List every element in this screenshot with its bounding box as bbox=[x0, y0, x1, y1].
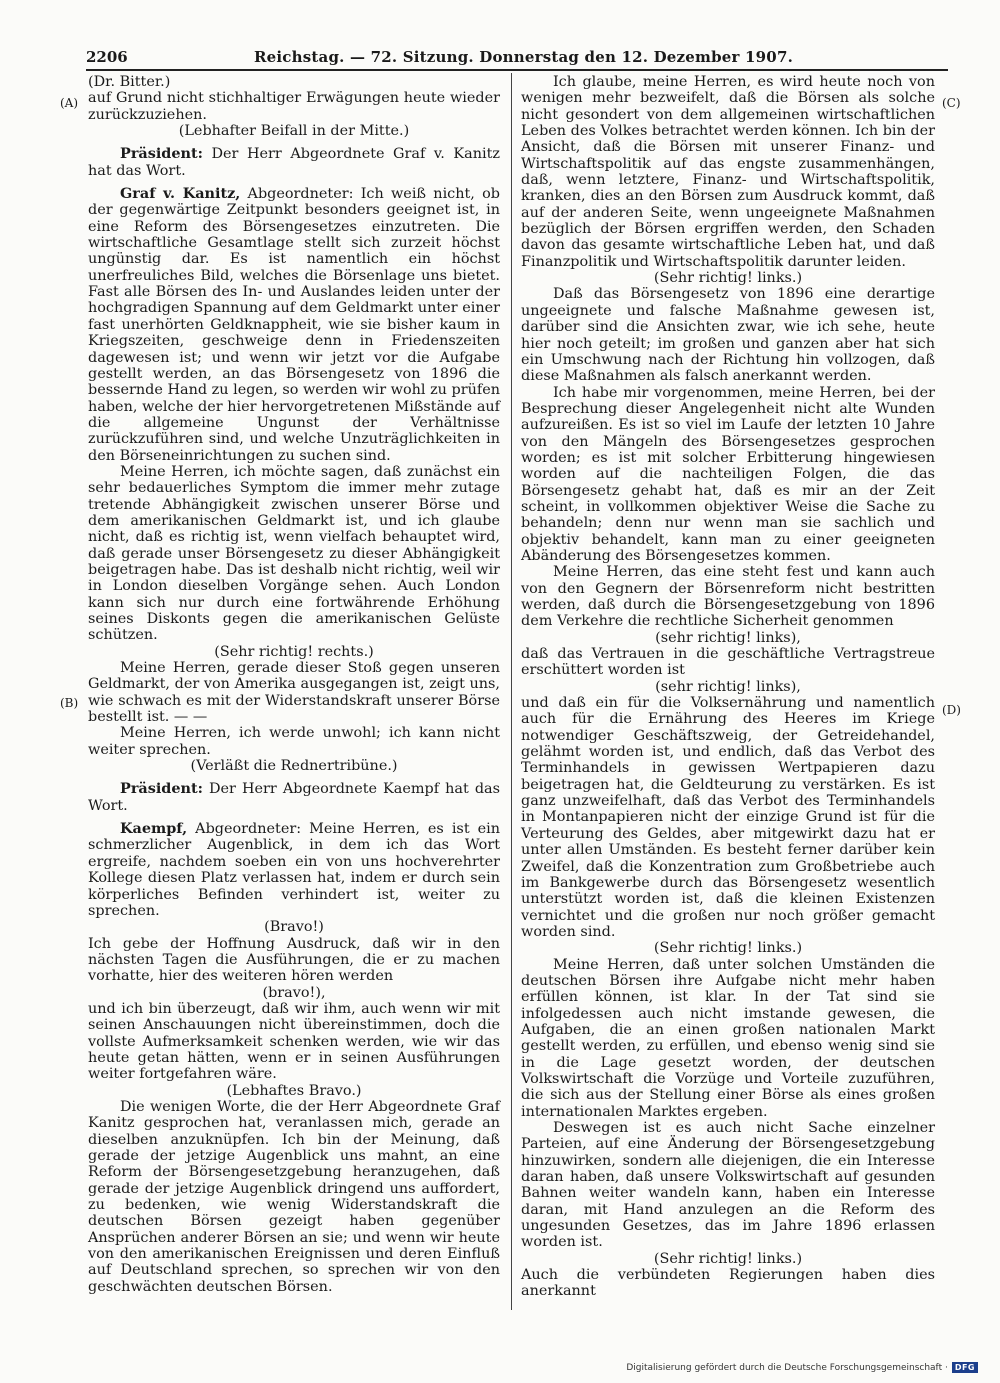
paragraph-text: Abgeordneter: Ich weiß nicht, ob der gegenwärtige Zeitpunkt besonders geeignet ist, in eine Reform des Börsengesetzes einzutreten. Die wirtschaftliche Gesamtlage stellt sich zurzeit höchst ungünstig dar. Es ist namentlich ein höchst unerfreuliches Bild, welches die Börsenlage uns bietet. Fast alle Börsen des In- und Auslandes leiden unter der hochgradigen Spannung auf dem Geldmarkt unter einer fast unerhörten Geldknappheit, wie sie bisher kaum in Kriegszeiten, geschweige denn in Friedenszeiten dagewesen ist; und wenn wir jetzt vor die Aufgabe gestellt werden, an das Börsengesetz von 1896 die bessernde Hand zu legen, so werden wir wohl zu prüfen haben, welche der hier hervorgetretenen Mißstände auf die allgemeine Ungunst der Verhältnisse zurückzuführen sind, und welche Unzuträglichkeiten in den Börseneinrichtungen zu suchen sind. bbox=[88, 186, 500, 464]
header-rule bbox=[86, 69, 948, 71]
paragraph: und ich bin überzeugt, daß wir ihm, auch wenn wir mit seinen Anschauungen nicht übereinstimmen, doch die vollste Aufmerksamkeit schenken werden, wie wir das heute getan hätten, wenn er in seinen Ausführungen weiter fortgefahren wäre. bbox=[88, 1000, 500, 1083]
credit-text: Digitalisierung gefördert durch die Deutsche Forschungsgemeinschaft · bbox=[626, 1362, 948, 1373]
paragraph: Ich habe mir vorgenommen, meine Herren, bei der Besprechung dieser Angelegenheit nicht alte Wunden aufzureißen. Es ist so viel im Laufe der letzten 10 Jahre von den Mängeln des Börsengesetzes gesprochen worden; es ist mit solcher Erbitterung hingewiesen worden auf die nachteiligen Folgen, die das Börsengesetz gehabt hat, daß es mir an der Zeit scheint, in vollkommen objektiver Weise die Sache zu behandeln; denn nur wenn man sie sachlich und objektiv behandelt, kann man zu einer geeigneten Abänderung des Börsengesetzes kommen. bbox=[521, 384, 935, 564]
interjection: (Verläßt die Rednertribüne.) bbox=[190, 758, 398, 775]
margin-marker-d: (D) bbox=[942, 703, 961, 717]
interjection: (Sehr richtig! links.) bbox=[653, 270, 803, 287]
header-title: Reichstag. — 72. Sitzung. Donnerstag den 12. Dezember 1907. bbox=[254, 48, 793, 66]
paragraph: und daß ein für die Volksernährung und namentlich auch für die Ernährung des Heeres im Kriege notwendiger Geschäftszweig, der Getreidehandel, gelähmt worden ist, und endlich, daß das Verbot des Terminhandels in gewissen Wertpapieren dazu beigetragen hat, die Geldteurung zu verstärken. Es ist ganz unzweifelhaft, daß das Verbot des Terminhandels in Montanpapieren nicht der einzige Grund ist für die Verteurung des Geldes, aber mitgewirkt dazu hat er unter allen Umständen. Es besteht ferner darüber kein Zweifel, daß die Konzentration zum Großbetriebe auch im Bankgewerbe durch das Börsengesetz wesentlich unterstützt worden ist, daß die kleinen Existenzen vernichtet und die großen nur noch größer gemacht worden sind. bbox=[521, 695, 935, 940]
paragraph: daß das Vertrauen in die geschäftliche Vertragstreue erschüttert worden ist bbox=[521, 646, 935, 679]
paragraph: Meine Herren, das eine steht fest und kann auch von den Gegnern der Börsenreform nicht bestritten werden, daß durch die Börsengesetzgebung von 1896 dem Verkehre die rechtliche Sicherheit genommen bbox=[521, 564, 935, 630]
speaker-ref: (Dr. Bitter.) bbox=[88, 74, 171, 90]
paragraph: Deswegen ist es auch nicht Sache einzelner Parteien, auf eine Änderung der Börsengesetzgebung hinzuwirken, sondern alle diejenigen, die ein Interesse daran haben, daß unsere Volkswirtschaft auf gesunden Bahnen weiter wandeln kann, haben ein Interesse daran, mit Hand anzulegen an die Reform des ungesunden Gesetzes, das im Jahre 1896 erlassen worden ist. bbox=[521, 1120, 935, 1251]
interjection: (sehr richtig! links), bbox=[655, 629, 801, 646]
left-column bbox=[88, 74, 500, 1295]
paragraph-text: Der Herr Abgeordnete Kaempf hat das Wort. bbox=[88, 781, 500, 814]
paragraph-text: Der Herr Abgeordnete Graf v. Kanitz hat das Wort. bbox=[88, 146, 500, 179]
paragraph-text: Abgeordneter: Meine Herren, es ist ein schmerzlicher Augenblick, in dem ich das Wort ergreife, nachdem soeben ein von uns hochverehrter Kollege diesen Platz verlassen hat, indem er durch sein körperliches Befinden verhindert ist, weiter zu sprechen. bbox=[88, 821, 500, 919]
page-header bbox=[86, 48, 946, 70]
margin-marker-b: (B) bbox=[60, 696, 79, 710]
paragraph: Ich glaube, meine Herren, es wird heute noch von wenigen mehr bezweifelt, daß die Börsen als solche nicht gesondert von dem allgemeinen wirtschaftlichen Leben des Volkes betrachtet werden können. Ich bin der Ansicht, daß die Börsen mit unserer Finanz- und Wirtschaftspolitik auf das engste zusammenhängen, daß, wenn letztere, Finanz- und Wirtschaftspolitik, kranken, dies an den Börsen zum Ausdruck kommt, daß auf der anderen Seite, wenn ungeeignete Maßnahmen bezüglich der Börsen ergriffen werden, den Schaden davon das gesamte wirtschaftliche Leben hat, und daß Finanzpolitik und Wirtschaftspolitik darunter leiden. bbox=[521, 74, 935, 270]
digitization-credit bbox=[626, 1362, 978, 1373]
interjection: (bravo!), bbox=[262, 984, 326, 1001]
margin-marker-a: (A) bbox=[60, 96, 79, 110]
paragraph bbox=[88, 821, 500, 919]
interjection: (Bravo!) bbox=[264, 919, 324, 936]
interjection: (Sehr richtig! links.) bbox=[653, 940, 803, 957]
right-column bbox=[521, 74, 935, 1300]
paragraph bbox=[88, 186, 500, 464]
paragraph: Meine Herren, ich möchte sagen, daß zunächst ein sehr bedauerliches Symptom die immer mehr zutage tretende Abhängigkeit zwischen unserer Börse und dem amerikanischen Geldmarkt ist, und ich glaube nicht, daß es richtig ist, wenn vielfach behauptet wird, daß gerade unser Börsengesetz zu dieser Abhängigkeit beigetragen habe. Das ist deshalb nicht richtig, weil wir in London dieselben Vorgänge sehen. Auch London kann sich nur durch eine fortwährende Erhöhung seines Diskonts gegen die amerikanischen Gelüste schützen. bbox=[88, 463, 500, 644]
interjection: (sehr richtig! links), bbox=[655, 678, 801, 695]
interjection: (Sehr richtig! links.) bbox=[653, 1250, 803, 1267]
column-divider bbox=[511, 73, 512, 1310]
speaker-name: Kaempf, bbox=[120, 820, 188, 838]
paragraph: auf Grund nicht stichhaltiger Erwägungen heute wieder zurückzuziehen. bbox=[88, 90, 500, 123]
paragraph bbox=[88, 781, 500, 814]
speaker-name: Präsident: bbox=[120, 145, 203, 163]
paragraph: Auch die verbündeten Regierungen haben dies anerkannt bbox=[521, 1267, 935, 1300]
page-number: 2206 bbox=[86, 48, 128, 66]
margin-marker-c: (C) bbox=[942, 96, 961, 110]
paragraph: Ich gebe der Hoffnung Ausdruck, daß wir in den nächsten Tagen die Ausführungen, die er zu machen vorhatte, hier des weiteren hören werden bbox=[88, 935, 500, 985]
paragraph bbox=[88, 146, 500, 179]
paragraph: Daß das Börsengesetz von 1896 eine derartige ungeeignete und falsche Maßnahme gewesen ist, darüber sind die Ansichten zwar, wie ich sehe, heute hier noch geteilt; im großen und ganzen aber hat sich ein Umschwung nach der Richtung hin vollzogen, daß diese Maßnahmen als falsch anerkannt werden. bbox=[521, 286, 935, 385]
dfg-logo: DFG bbox=[952, 1362, 978, 1373]
paragraph: Meine Herren, gerade dieser Stoß gegen unseren Geldmarkt, der von Amerika ausgegangen ist, zeigt uns, wie schwach es mit der Widerstandskraft unserer Börse bestellt ist. — — bbox=[88, 660, 500, 726]
interjection: (Lebhafter Beifall in der Mitte.) bbox=[178, 123, 410, 140]
interjection: (Lebhaftes Bravo.) bbox=[226, 1082, 362, 1099]
speaker-name: Graf v. Kanitz, bbox=[120, 185, 241, 203]
interjection: (Sehr richtig! rechts.) bbox=[214, 643, 374, 660]
paragraph: Meine Herren, daß unter solchen Umständen die deutschen Börsen ihre Aufgabe nicht mehr haben erfüllen können, ist klar. In der Tat sind sie infolgedessen auch nicht imstande gewesen, die Aufgaben, die an einen großen nationalen Markt gestellt werden, zu erfüllen, und ebenso wenig sind sie in die Lage gesetzt worden, der deutschen Volkswirtschaft die Vorzüge und Vorteile zuzuführen, die sich aus der Stellung einer Börse als eines großen internationalen Marktes ergeben. bbox=[521, 956, 935, 1120]
speaker-name: Präsident: bbox=[120, 780, 203, 798]
paragraph: Meine Herren, ich werde unwohl; ich kann nicht weiter sprechen. bbox=[88, 725, 500, 758]
paragraph: Die wenigen Worte, die der Herr Abgeordnete Graf Kanitz gesprochen hat, veranlassen mich, gerade an dieselben anzuknüpfen. Ich bin der Meinung, daß gerade der jetzige Augenblick uns mahnt, an eine Reform der Börsengesetzgebung heranzugehen, daß gerade der jetzige Augenblick dringend uns auffordert, zu bedenken, wie wenig Widerstandskraft die deutschen Börsen gezeigt haben gegenüber Ansprüchen anderer Börsen an sie; und wenn wir heute von den amerikanischen Ereignissen und deren Einfluß auf Deutschland sprechen, so sprechen wir von den geschwächten deutschen Börsen. bbox=[88, 1098, 500, 1295]
